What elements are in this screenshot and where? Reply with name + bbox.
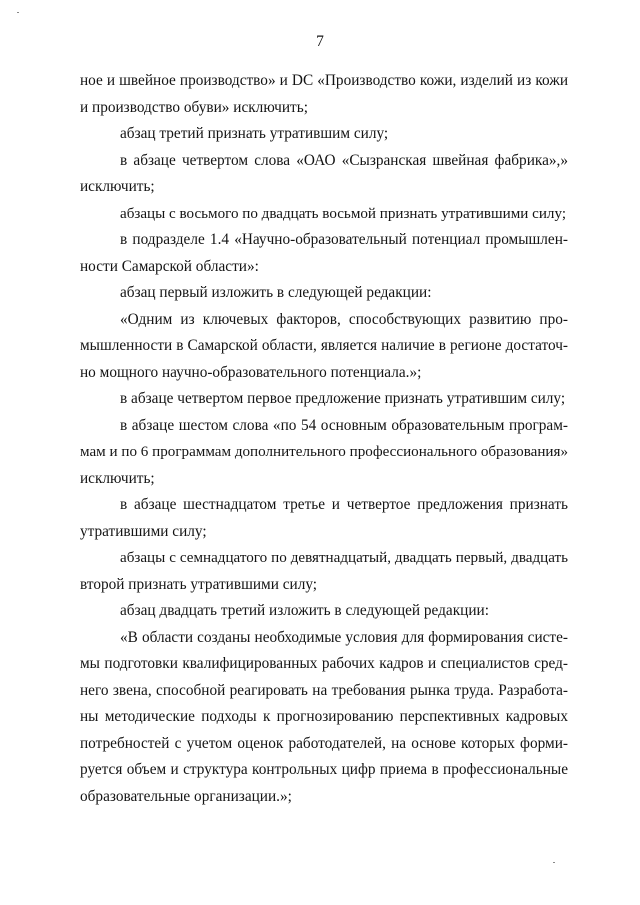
scan-speck [17, 12, 19, 13]
text-line: руется объем и структура контрольных цифр приема в профессиональные [80, 761, 568, 778]
text-line: «В области созданы необходимые условия для формирования систе- [120, 628, 568, 646]
text-line: образовательные организации.»; [80, 787, 292, 805]
scan-speck [553, 862, 555, 863]
text-line: потребностей с учетом оценок работодателей, на основе которых форми- [80, 734, 568, 752]
text-line: абзацы с семнадцатого по девятнадцатый, двадцать первый, двадцать [120, 550, 568, 566]
text-line: абзац двадцать третий изложить в следующей редакции: [120, 602, 489, 619]
page-number: 7 [316, 33, 324, 50]
text-line: в подразделе 1.4 «Научно-образовательный потенциал промышлен- [120, 231, 568, 248]
text-line: абзацы с восьмого по двадцать восьмой признать утратившими силу; [120, 205, 567, 222]
text-line: мы подготовки квалифицированных рабочих кадров и специалистов сред- [80, 655, 568, 672]
text-line: «Одним из ключевых факторов, способствующих развитию про- [120, 310, 568, 328]
text-line: него звена, способной реагировать на требования рынка труда. Разработа- [80, 681, 568, 699]
text-line: в абзаце шестом слова «по 54 основным образовательным програм- [120, 416, 568, 434]
text-line: в абзаце шестнадцатом третье и четвертое предложения признать [120, 496, 568, 513]
text-line: исключить; [80, 469, 155, 487]
text-line: ны методические подходы к прогнозированию перспективных кадровых [80, 708, 568, 725]
text-line: в абзаце четвертом слова «ОАО «Сызранская швейная фабрика»,» [120, 151, 568, 169]
text-line: мам и по 6 программам дополнительного профессионального образования» [80, 444, 568, 460]
text-line: ности Самарской области»: [80, 257, 259, 275]
text-line: исключить; [80, 178, 155, 195]
text-line: абзац первый изложить в следующей редакции: [120, 284, 432, 301]
text-line: мышленности в Самарской области, является наличие в регионе достаточ- [80, 337, 568, 354]
document-body [80, 68, 568, 810]
text-line: утратившими силу; [80, 522, 207, 540]
text-line: абзац третий признать утратившим силу; [120, 125, 389, 142]
text-line: ное и швейное производство» и DC «Производство кожи, изделий из кожи [80, 72, 568, 89]
text-line: но мощного научно-образовательного потенциала.»; [80, 363, 422, 381]
text-line: второй признать утратившими силу; [80, 575, 318, 593]
text-line: и производство обуви» исключить; [80, 98, 308, 116]
text-line: в абзаце четвертом первое предложение признать утратившим силу; [120, 390, 566, 407]
